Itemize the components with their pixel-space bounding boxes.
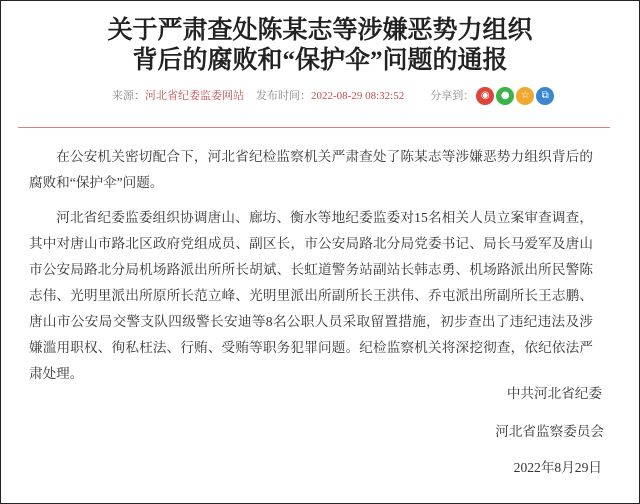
article-meta [112,86,554,106]
paragraph: 在公安机关密切配合下，河北省纪检监察机关严肃查处了陈某志等涉嫌恶势力组织背后的腐败和“保护伞”问题。 [29,149,593,190]
divider [18,127,610,128]
qzone-icon[interactable]: ☆ [516,87,534,105]
article-title [0,16,640,76]
published-time: 2022-08-29 08:32:52 [311,90,405,102]
title-line-2: 背后的腐败和“保护伞”问题的通报 [132,47,508,74]
signature-commission: 中共河北省纪委 [506,386,602,401]
wechat-icon[interactable]: ● [496,87,514,105]
title-line-1: 关于严肃查处陈某志等涉嫌恶势力组织 [107,17,533,44]
source-link[interactable]: 河北省纪委监委网站 [145,90,244,102]
share-bar [430,86,554,106]
source-label: 来源： [112,90,145,102]
share-label: 分享到： [430,90,475,102]
published-label: 发布时间： [256,90,311,102]
publish-date: 2022年8月29日 [513,460,602,475]
article-body [29,144,593,396]
copy-link-icon[interactable]: ⧉ [536,87,554,105]
signature-supervision: 河北省监察委员会 [495,424,604,439]
weibo-icon[interactable]: ◉ [476,87,494,105]
paragraph: 河北省纪委监委组织协调唐山、廊坊、衡水等地纪委监委对15名相关人员立案审查调查，其中对唐山市路北区政府党组成员、副区长，市公安局路北分局党委书记、局长马爱军及唐山市公安局路北分局机场路派出所所长胡斌、长虹道警务站副站长韩志勇、机场路派出所民警陈志伟、光明里派出所原所长范立峰、光明里派出所副所长王洪伟、乔屯派出所副所长王志鹏、唐山市公安局交警支队四级警长安迪等8名公职人员采取留置措施，初步查出了违纪违法及涉嫌滥用职权、徇私枉法、行贿、受贿等职务犯罪问题。纪检监察机关将深挖彻查，依纪依法严肃处理。 [29,210,593,381]
